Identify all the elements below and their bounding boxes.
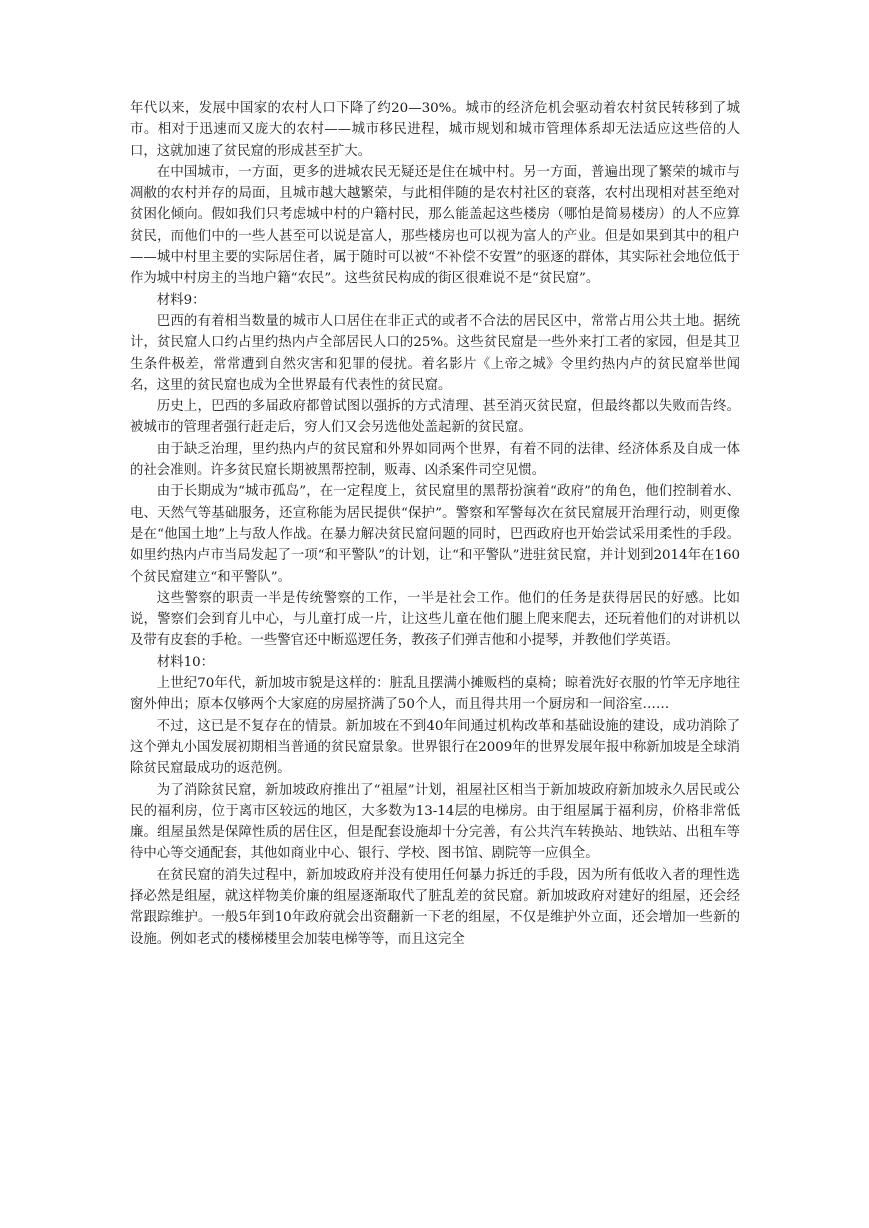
paragraph: 不过，这已是不复存在的情景。新加坡在不到40年间通过机构改革和基础设施的建设，成功消除了这个弹丸小国发展初期相当普通的贫民窟景象。世界银行在2009年的世界发展年报中称新加坡是全球消除贫民窟最成功的返范例。 <box>130 718 740 777</box>
paragraph: 在贫民窟的消失过程中，新加坡政府并没有使用任何暴力拆迁的手段，因为所有低收入者的理性选择必然是组屋，就这样物美价廉的组屋逐渐取代了脏乱差的贫民窟。新加坡政府对建好的组屋，还会经常跟踪维护。一般5年到10年政府就会出资翻新一下老的组屋，不仅是维护外立面，还会增加一些新的设施。例如老式的楼梯楼里会加装电梯等等，而且这完全 <box>130 867 740 947</box>
paragraph: 为了消除贫民窟，新加坡政府推出了“祖屋”计划，祖屋社区相当于新加坡政府新加坡永久居民或公民的福利房，位于离市区较远的地区，大多数为13-14层的电梯房。由于组屋属于福利房，价格非常低廉。组屋虽然是保障性质的居住区，但是配套设施却十分完善，有公共汽车转换站、地铁站、出租车等待中心等交通配套，其他如商业中心、银行、学校、图书馆、剧院等一应俱全。 <box>130 782 740 862</box>
paragraph: 由于长期成为“城市孤岛”，在一定程度上，贫民窟里的黑帮扮演着“政府”的角色，他们控制着水、电、天然气等基础服务，还宣称能为居民提供“保护”。警察和军警每次在贫民窟展开治理行动，则更像是在“他国土地”上与敌人作战。在暴力解决贫民窟问题的同时，巴西政府也开始尝试采用柔性的手段。如里约热内卢市当局发起了一项“和平警队”的计划，让“和平警队”进驻贫民窟，并计划到2014年在160个贫民窟建立“和平警队”。 <box>130 484 740 585</box>
paragraph: 上世纪70年代，新加坡市貌是这样的：脏乱且摆满小摊贩档的桌椅；晾着洗好衣服的竹竿无序地往窗外伸出；原本仅够两个大家庭的房屋挤满了50个人，而且得共用一个厨房和一间浴室…… <box>130 676 740 713</box>
paragraph: 在中国城市，一方面，更多的进城农民无疑还是住在城中村。另一方面，普遍出现了繁荣的城市与凋敝的农村并存的局面，且城市越大越繁荣，与此相伴随的是农村社区的衰落，农村出现相对甚至绝对贫困化倾向。假如我们只考虑城中村的户籍村民，那么能盖起这些楼房（哪怕是简易楼房）的人不应算贫民，而他们中的一些人甚至可以说是富人，那些楼房也可以视为富人的产业。但是如果到其中的租户——城中村里主要的实际居住者，属于随时可以被“不补偿不安置”的驱逐的群体，其实际社会地位低于作为城中村房主的当地户籍“农民”。这些贫民构成的街区很难说不是“贫民窟”。 <box>130 164 740 287</box>
document-body <box>130 98 740 950</box>
paragraph: 历史上，巴西的多届政府都曾试图以强拆的方式清理、甚至消灭贫民窟，但最终都以失败而告终。被城市的管理者强行赶走后，穷人们又会另选他处盖起新的贫民窟。 <box>130 399 740 436</box>
paragraph: 年代以来，发展中国家的农村人口下降了约20—30%。城市的经济危机会驱动着农村贫民转移到了城市。相对于迅速而又庞大的农村——城市移民进程，城市规划和城市管理体系却无法适应这些倍的人口，这就加速了贫民窟的形成甚至扩大。 <box>130 101 740 159</box>
paragraph: 由于缺乏治理，里约热内卢的贫民窟和外界如同两个世界，有着不同的法律、经济体系及自成一体的社会准则。许多贫民窟长期被黑帮控制，贩毒、凶杀案件司空见惯。 <box>130 441 740 479</box>
section-heading-material-9: 材料9： <box>156 292 206 308</box>
paragraph: 这些警察的职责一半是传统警察的工作，一半是社会工作。他们的任务是获得居民的好感。比如说，警察们会到育儿中心，与儿童打成一片，让这些儿童在他们腿上爬来爬去，还玩着他们的对讲机以及带有皮套的手枪。一些警官还中断巡逻任务，教孩子们弹吉他和小提琴，并教他们学英语。 <box>130 590 740 649</box>
section-heading-material-10: 材料10： <box>156 654 215 670</box>
paragraph: 巴西的有着相当数量的城市人口居住在非正式的或者不合法的居民区中，常常占用公共土地。据统计，贫民窟人口约占里约热内卢全部居民人口的25%。这些贫民窟是一些外来打工者的家园，但是其卫生条件极差，常常遭到自然灾害和犯罪的侵扰。着名影片《上帝之城》令里约热内卢的贫民窟举世闻名，这里的贫民窟也成为全世界最有代表性的贫民窟。 <box>130 313 740 393</box>
